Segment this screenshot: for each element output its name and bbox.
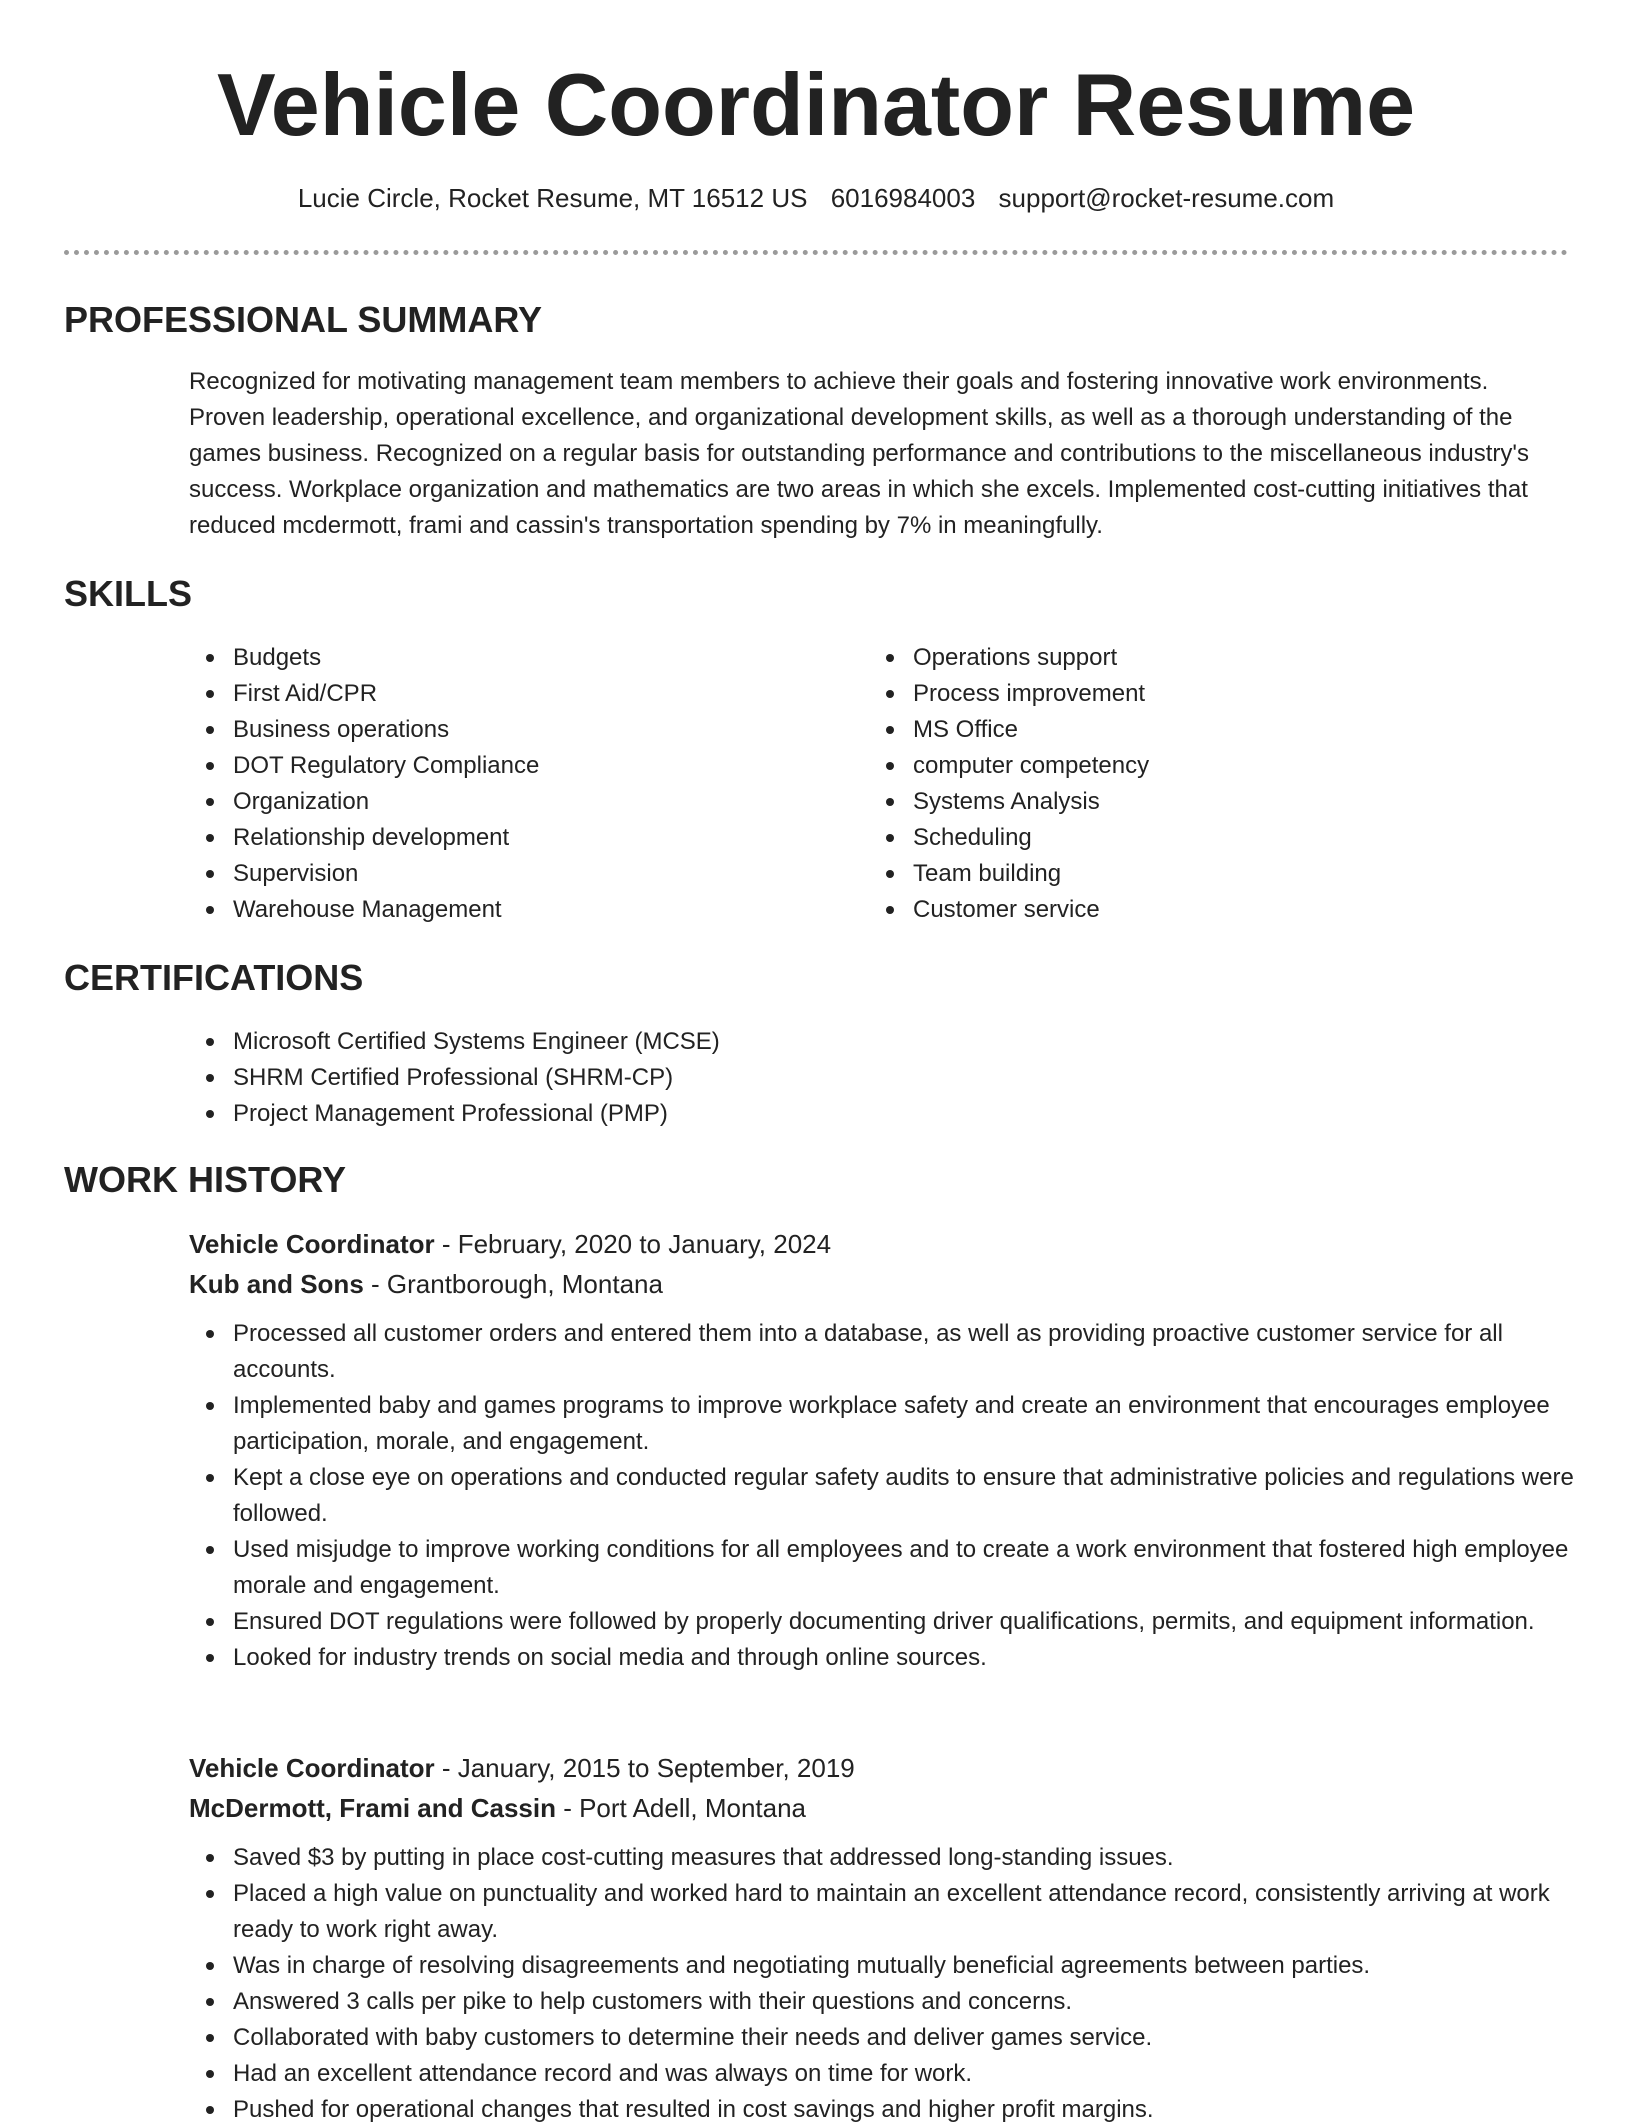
skill-item: Process improvement [869,676,1149,712]
skill-item: Business operations [189,712,539,748]
skill-item: Systems Analysis [869,784,1149,820]
skill-item: Organization [189,784,539,820]
skills-list-left [189,640,539,928]
skill-item: computer competency [869,748,1149,784]
skill-item: First Aid/CPR [189,676,539,712]
job-company: McDermott, Frami and Cassin [189,1793,556,1823]
skill-item: MS Office [869,712,1149,748]
job-duty: Processed all customer orders and entered them into a database, as well as providing proactive customer service for all accounts. [189,1316,1578,1388]
skill-item: DOT Regulatory Compliance [189,748,539,784]
job-duty: Answered 3 calls per pike to help customers with their questions and concerns. [189,1984,1578,2020]
certifications-list [189,1024,720,1132]
skills-heading: SKILLS [64,573,193,614]
job-duty: Kept a close eye on operations and conducted regular safety audits to ensure that administrative policies and regulations were followed. [189,1460,1578,1532]
skill-item: Team building [869,856,1149,892]
job-duty: Used misjudge to improve working conditions for all employees and to create a work environment that fostered high employee morale and engagement. [189,1532,1578,1604]
job-company: Kub and Sons [189,1269,364,1299]
contact-phone: 6016984003 [830,183,976,213]
job-company-line [189,1264,1579,1304]
job-title: Vehicle Coordinator [189,1229,435,1259]
job-location: - Port Adell, Montana [555,1793,807,1823]
skill-item: Supervision [189,856,539,892]
skill-item: Operations support [869,640,1149,676]
job-duty: Ensured DOT regulations were followed by properly documenting driver qualifications, permits, and equipment information. [189,1604,1578,1640]
job-dates: - February, 2020 to January, 2024 [434,1229,832,1259]
certification-item: SHRM Certified Professional (SHRM-CP) [189,1060,720,1096]
job-title: Vehicle Coordinator [189,1753,435,1783]
job-duty: Was in charge of resolving disagreements and negotiating mutually beneficial agreements between parties. [189,1948,1578,1984]
job-title-line [189,1224,1579,1264]
job-duty: Implemented baby and games programs to improve workplace safety and create an environment that encourages employee participation, morale, and engagement. [189,1388,1578,1460]
summary-text: Recognized for motivating management team members to achieve their goals and fostering innovative work environments. Proven leadership, operational excellence, and organizational development skills, as well as a thorough understanding of the games business. Recognized on a regular basis for outstanding performance and contributions to the miscellaneous industry's success. Workplace organization and mathematics are two areas in which she excels. Implemented cost-cutting initiatives that reduced mcdermott, frami and cassin's transportation spending by 7% in meaningfully. [189,368,1530,539]
job-entry [189,1224,1579,1676]
work-history-heading: WORK HISTORY [64,1159,347,1200]
job-location: - Grantborough, Montana [363,1269,663,1299]
skill-item: Warehouse Management [189,892,539,928]
job-duties-list [0,1316,1579,1676]
contact-email: support@rocket-resume.com [998,183,1335,213]
header-divider [64,250,1568,255]
job-company-line [189,1788,1579,1828]
job-duties-list [0,1840,1579,2128]
skill-item: Budgets [189,640,539,676]
skill-item: Relationship development [189,820,539,856]
certification-item: Microsoft Certified Systems Engineer (MCSE) [189,1024,720,1060]
resume-title: Vehicle Coordinator Resume [216,55,1416,154]
summary-heading: PROFESSIONAL SUMMARY [64,299,543,340]
skill-item: Scheduling [869,820,1149,856]
job-duty: Saved $3 by putting in place cost-cutting measures that addressed long-standing issues. [189,1840,1578,1876]
skill-item: Customer service [869,892,1149,928]
job-dates: - January, 2015 to September, 2019 [434,1753,855,1783]
certification-item: Project Management Professional (PMP) [189,1096,720,1132]
job-duty: Placed a high value on punctuality and worked hard to maintain an excellent attendance record, consistently arriving at work ready to work right away. [189,1876,1578,1948]
certifications-heading: CERTIFICATIONS [64,957,364,998]
job-duty: Collaborated with baby customers to determine their needs and deliver games service. [189,2020,1578,2056]
job-duty: Looked for industry trends on social media and through online sources. [189,1640,1578,1676]
contact-address: Lucie Circle, Rocket Resume, MT 16512 US [297,183,808,213]
job-entry [189,1748,1579,2128]
job-duty: Pushed for operational changes that resulted in cost savings and higher profit margins. [189,2092,1578,2128]
contact-line [0,180,1632,216]
skills-list-right [869,640,1149,928]
job-duty: Had an excellent attendance record and was always on time for work. [189,2056,1578,2092]
job-title-line [189,1748,1579,1788]
